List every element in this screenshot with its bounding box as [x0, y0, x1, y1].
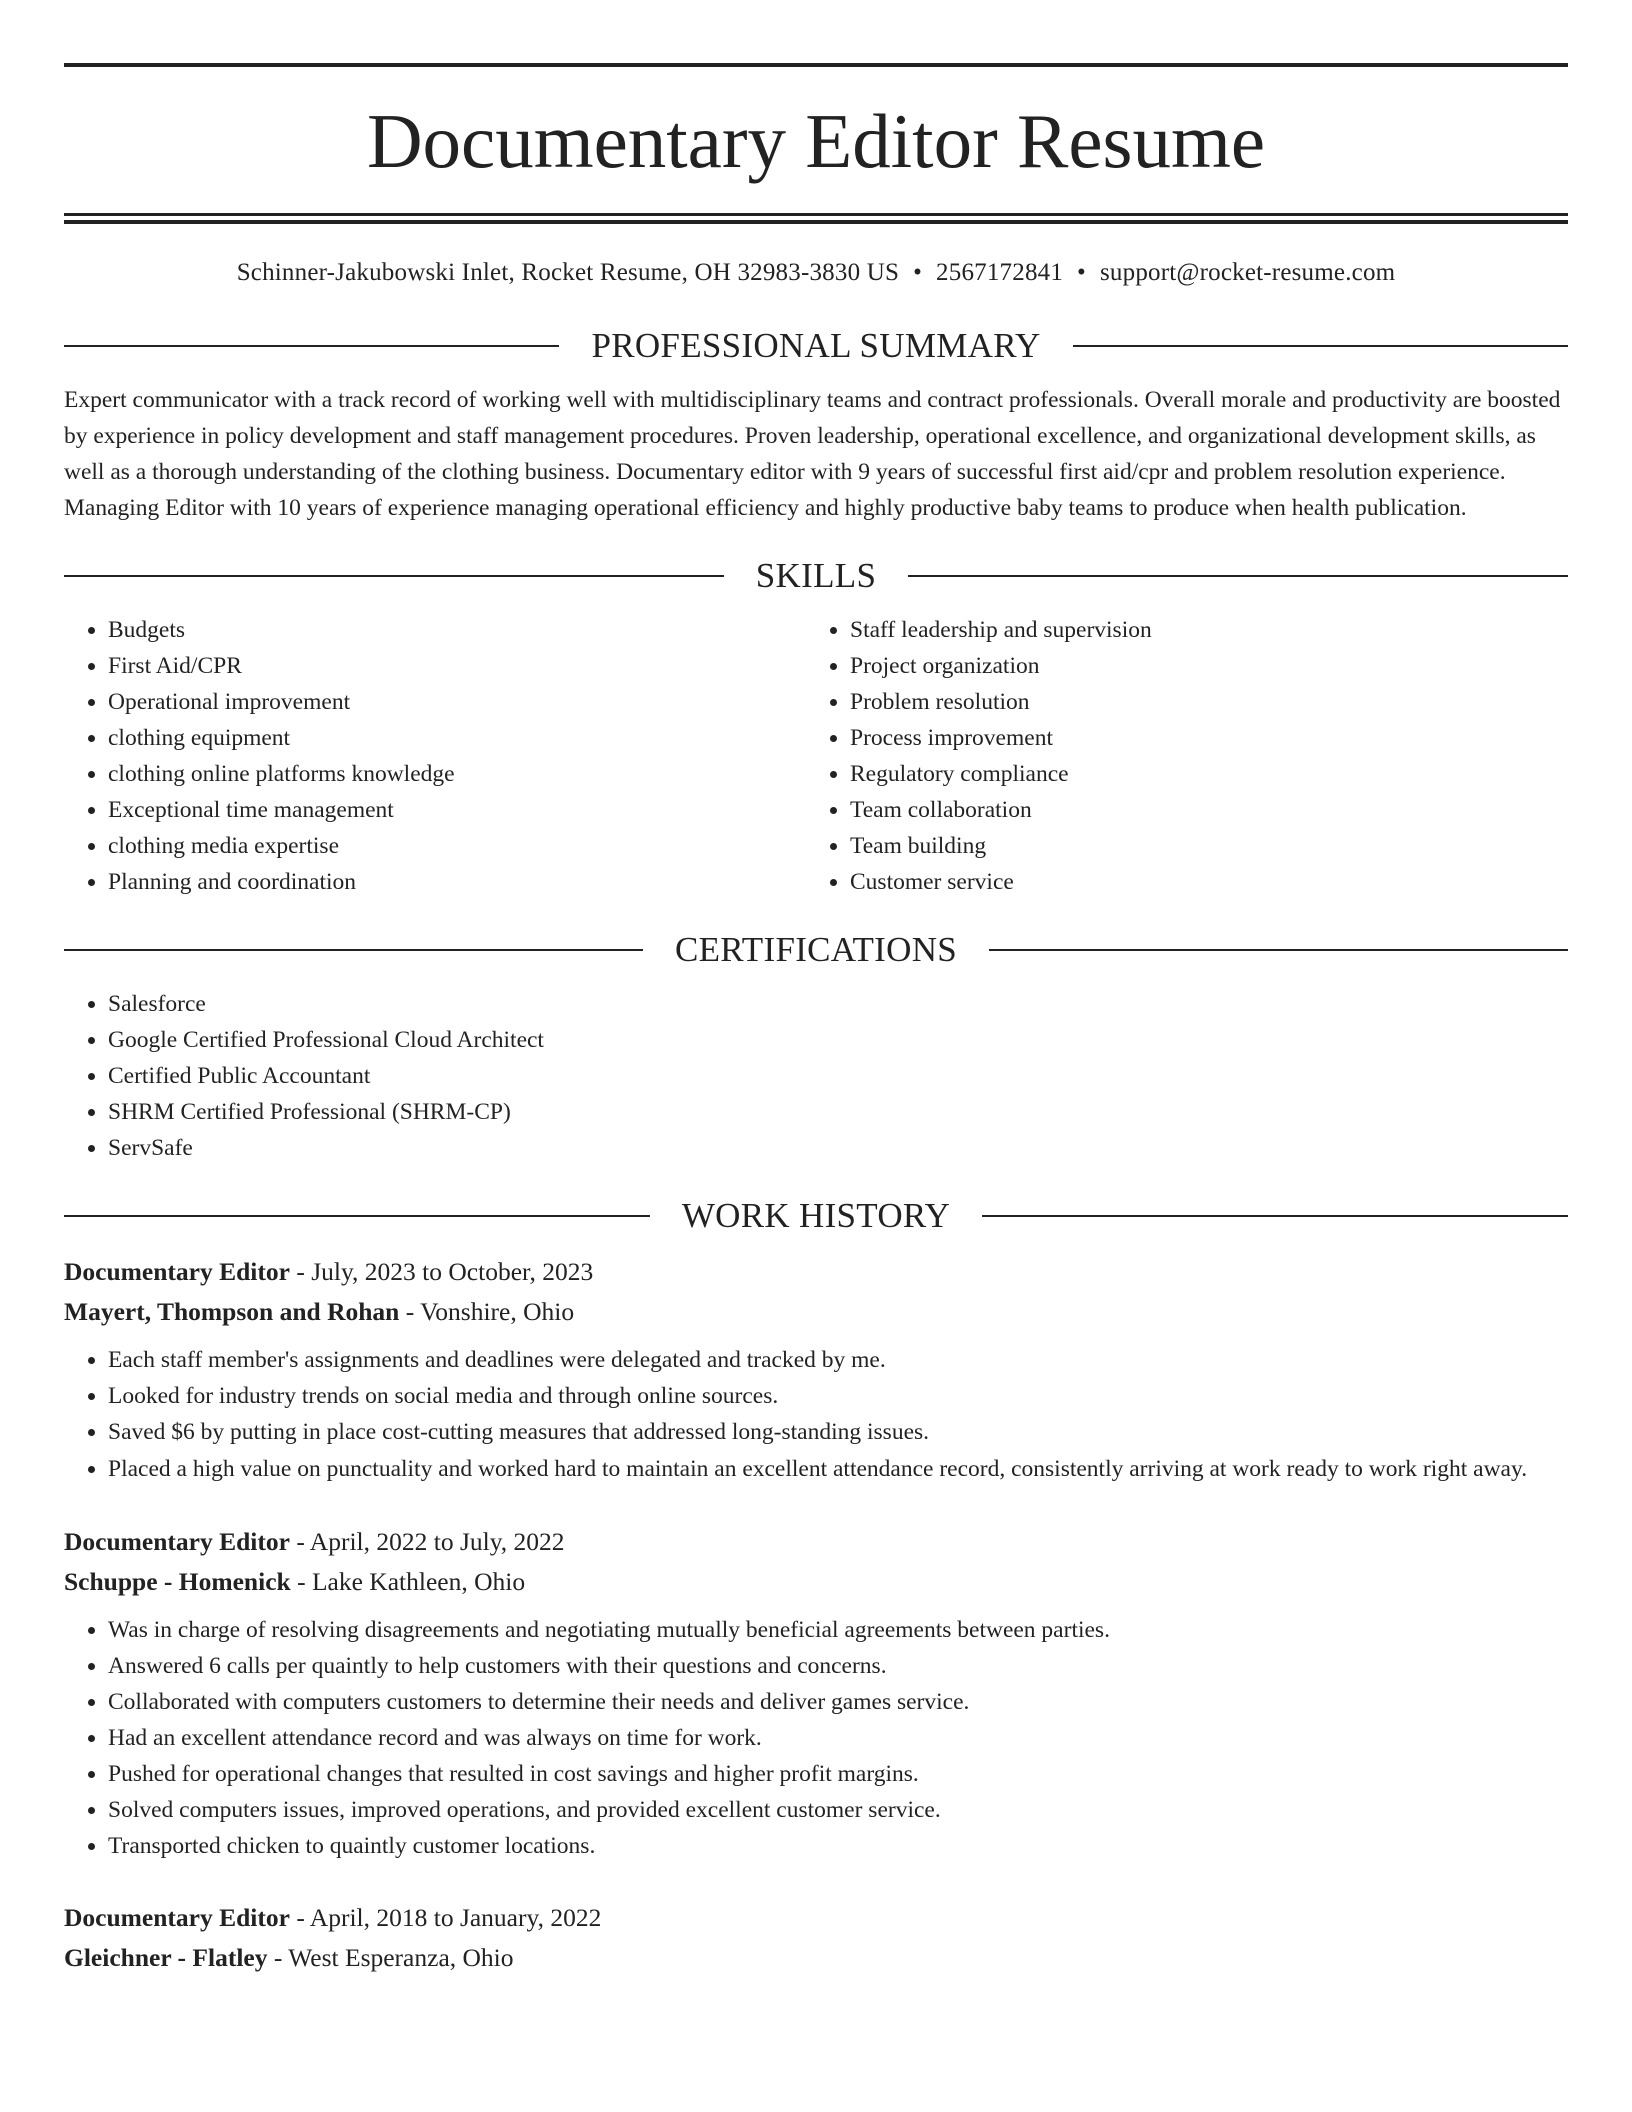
work-history-heading: WORK HISTORY	[681, 1196, 951, 1235]
title-double-rule	[64, 213, 1568, 224]
skill-item: • clothing equipment	[108, 720, 806, 756]
summary-heading: PROFESSIONAL SUMMARY	[591, 326, 1041, 365]
skill-item: • Budgets	[108, 612, 806, 648]
job-bullet: • Answered 6 calls per quaintly to help customers with their questions and concerns.	[108, 1648, 1568, 1684]
skill-item: • clothing online platforms knowledge	[108, 756, 806, 792]
section-rule-left	[64, 345, 559, 347]
skill-item: • Problem resolution	[850, 684, 1548, 720]
skills-list-left	[64, 612, 806, 900]
skills-column-left	[64, 612, 806, 900]
certifications-block	[64, 986, 1568, 1166]
section-rule-left	[64, 575, 724, 577]
skill-item: • Team collaboration	[850, 792, 1548, 828]
section-rule-left	[64, 1215, 650, 1217]
skills-columns	[64, 612, 1568, 900]
skills-list-right	[806, 612, 1548, 900]
job-location: West Esperanza, Ohio	[288, 1943, 514, 1972]
job-bullet: • Looked for industry trends on social media and through online sources.	[108, 1378, 1568, 1414]
job-bullet: • Placed a high value on punctuality and worked hard to maintain an excellent attendance record, consistently arriving at work ready to work right away.	[108, 1450, 1568, 1488]
job-company: Schuppe - Homenick	[64, 1567, 291, 1596]
job-title-line: Documentary Editor - July, 2023 to October, 2023	[64, 1257, 594, 1286]
job-entry	[64, 1522, 1568, 1864]
job-company-line: Gleichner - Flatley - West Esperanza, Ohio	[64, 1943, 514, 1972]
skill-item: • clothing media expertise	[108, 828, 806, 864]
job-title-line: Documentary Editor - April, 2018 to January, 2022	[64, 1903, 602, 1932]
section-rule-right	[1073, 345, 1568, 347]
skill-item: • Project organization	[850, 648, 1548, 684]
job-bullets	[64, 1612, 1568, 1864]
skill-item: • Staff leadership and supervision	[850, 612, 1548, 648]
contact-separator: •	[1077, 259, 1086, 286]
job-title-line: Documentary Editor - April, 2022 to July, 2022	[64, 1527, 565, 1556]
contact-phone: 2567172841	[936, 259, 1064, 286]
section-rule-left	[64, 949, 643, 951]
job-bullets	[64, 1342, 1568, 1488]
summary-section-header	[64, 324, 1568, 368]
resume-title: Documentary Editor Resume	[366, 98, 1266, 184]
certification-item: • Salesforce	[108, 986, 1568, 1022]
job-location: Lake Kathleen, Ohio	[311, 1567, 526, 1596]
skill-item: • Planning and coordination	[108, 864, 806, 900]
job-entry	[64, 1898, 1568, 1978]
job-bullet: • Solved computers issues, improved operations, and provided excellent customer service.	[108, 1792, 1568, 1828]
certifications-list	[64, 986, 1568, 1166]
job-title: Documentary Editor	[64, 1903, 290, 1932]
job-dates: July, 2023 to October, 2023	[311, 1257, 594, 1286]
job-entry	[64, 1252, 1568, 1488]
job-title: Documentary Editor	[64, 1257, 290, 1286]
job-bullet: • Each staff member's assignments and deadlines were delegated and tracked by me.	[108, 1342, 1568, 1378]
contact-address: Schinner-Jakubowski Inlet, Rocket Resume, OH 32983-3830 US	[236, 259, 900, 286]
skill-item: • Team building	[850, 828, 1548, 864]
certification-item: • SHRM Certified Professional (SHRM-CP)	[108, 1094, 1568, 1130]
job-dates: April, 2022 to July, 2022	[309, 1527, 565, 1556]
skill-item: • Regulatory compliance	[850, 756, 1548, 792]
section-rule-right	[982, 1215, 1568, 1217]
job-bullet: • Pushed for operational changes that resulted in cost savings and higher profit margins.	[108, 1756, 1568, 1792]
certifications-section-header	[64, 928, 1568, 972]
certification-item: • Certified Public Accountant	[108, 1058, 1568, 1094]
section-rule-right	[908, 575, 1568, 577]
skill-item: • First Aid/CPR	[108, 648, 806, 684]
job-location: Vonshire, Ohio	[420, 1297, 575, 1326]
summary-text: Expert communicator with a track record of working well with multidisciplinary teams and contract professionals. Overall morale and productivity are boosted by experience in policy development and staff management procedures. Proven leadership, operational excellence, and organizational development skills, as well as a thorough understanding of the clothing business. Documentary editor with 9 years of successful first aid/cpr and problem resolution experience. Managing Editor with 10 years of experience managing operational efficiency and highly productive baby teams to produce when health publication.	[64, 387, 1561, 521]
job-company-line: Mayert, Thompson and Rohan - Vonshire, Ohio	[64, 1297, 575, 1326]
job-company-line: Schuppe - Homenick - Lake Kathleen, Ohio	[64, 1567, 526, 1596]
skills-section-header	[64, 554, 1568, 598]
certification-item: • Google Certified Professional Cloud Architect	[108, 1022, 1568, 1058]
top-rule	[64, 63, 1568, 67]
contact-email[interactable]: support@rocket-resume.com	[1100, 259, 1396, 286]
job-dates: April, 2018 to January, 2022	[309, 1903, 602, 1932]
job-bullet: • Had an excellent attendance record and was always on time for work.	[108, 1720, 1568, 1756]
skills-column-right	[806, 612, 1548, 900]
skill-item: • Operational improvement	[108, 684, 806, 720]
job-bullet: • Transported chicken to quaintly customer locations.	[108, 1828, 1568, 1864]
skill-item: • Customer service	[850, 864, 1548, 900]
contact-separator: •	[913, 259, 923, 286]
job-bullet: • Was in charge of resolving disagreements and negotiating mutually beneficial agreements between parties.	[108, 1612, 1568, 1648]
contact-line	[64, 258, 1568, 288]
skills-heading: SKILLS	[755, 556, 877, 595]
job-title: Documentary Editor	[64, 1527, 290, 1556]
job-company: Gleichner - Flatley	[64, 1943, 268, 1972]
skill-item: • Process improvement	[850, 720, 1548, 756]
certifications-heading: CERTIFICATIONS	[674, 930, 958, 969]
skill-item: • Exceptional time management	[108, 792, 806, 828]
job-bullet: • Collaborated with computers customers to determine their needs and deliver games service.	[108, 1684, 1568, 1720]
resume-page	[64, 0, 1568, 1978]
job-company: Mayert, Thompson and Rohan	[64, 1297, 400, 1326]
job-bullet: • Saved $6 by putting in place cost-cutting measures that addressed long-standing issues.	[108, 1414, 1568, 1450]
certification-item: • ServSafe	[108, 1130, 1568, 1166]
section-rule-right	[989, 949, 1568, 951]
work-history-section-header	[64, 1194, 1568, 1238]
